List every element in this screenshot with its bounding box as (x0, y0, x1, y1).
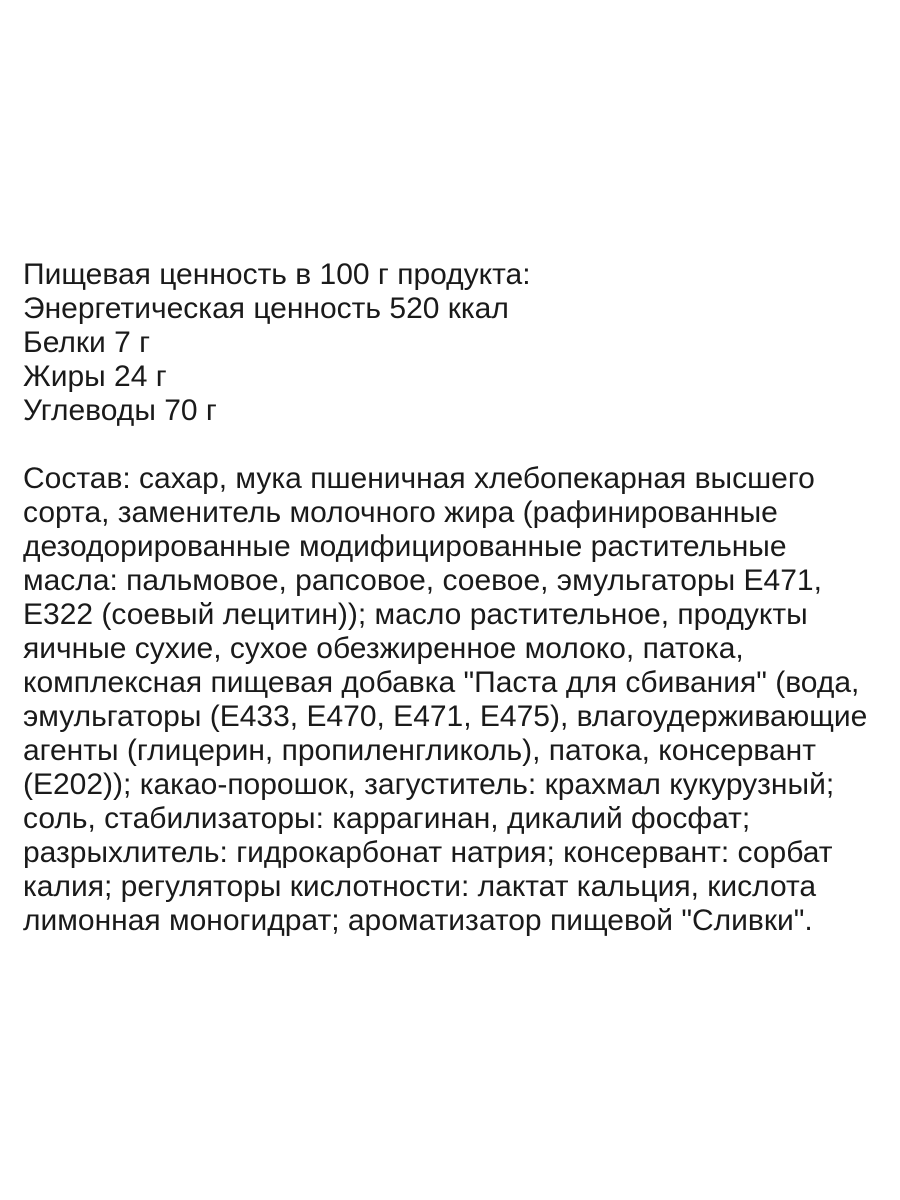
composition-line: сорта, заменитель молочного жира (рафинированные (23, 496, 778, 529)
composition-line: (Е202)); какао-порошок, загуститель: крахмал кукурузный; (23, 768, 835, 801)
composition-line: эмульгаторы (Е433, Е470, Е471, Е475), влагоудерживающие (23, 700, 868, 733)
composition-block (23, 462, 883, 938)
composition-line: агенты (глицерин, пропиленгликоль), патока, консервант (23, 734, 816, 767)
nutrition-energy: Энергетическая ценность 520 ккал (23, 292, 509, 325)
nutrition-protein: Белки 7 г (23, 326, 151, 359)
nutrition-carbs: Углеводы 70 г (23, 394, 217, 427)
composition-line: дезодорированные модифицированные растительные (23, 530, 787, 563)
nutrition-facts-block (23, 258, 883, 428)
nutrition-fat: Жиры 24 г (23, 360, 167, 393)
composition-line: яичные сухие, сухое обезжиренное молоко, патока, (23, 632, 744, 665)
composition-line: разрыхлитель: гидрокарбонат натрия; консервант: сорбат (23, 836, 833, 869)
composition-line: масла: пальмовое, рапсовое, соевое, эмульгаторы Е471, (23, 564, 822, 597)
nutrition-heading: Пищевая ценность в 100 г продукта: (23, 258, 531, 291)
composition-line: Е322 (соевый лецитин)); масло растительное, продукты (23, 598, 808, 631)
composition-line: лимонная моногидрат; ароматизатор пищевой "Сливки". (23, 904, 813, 937)
composition-line: комплексная пищевая добавка "Паста для сбивания" (вода, (23, 666, 860, 699)
composition-line: калия; регуляторы кислотности: лактат кальция, кислота (23, 870, 817, 903)
composition-line: соль, стабилизаторы: каррагинан, дикалий фосфат; (23, 802, 751, 835)
composition-line: Состав: сахар, мука пшеничная хлебопекарная высшего (23, 462, 815, 495)
